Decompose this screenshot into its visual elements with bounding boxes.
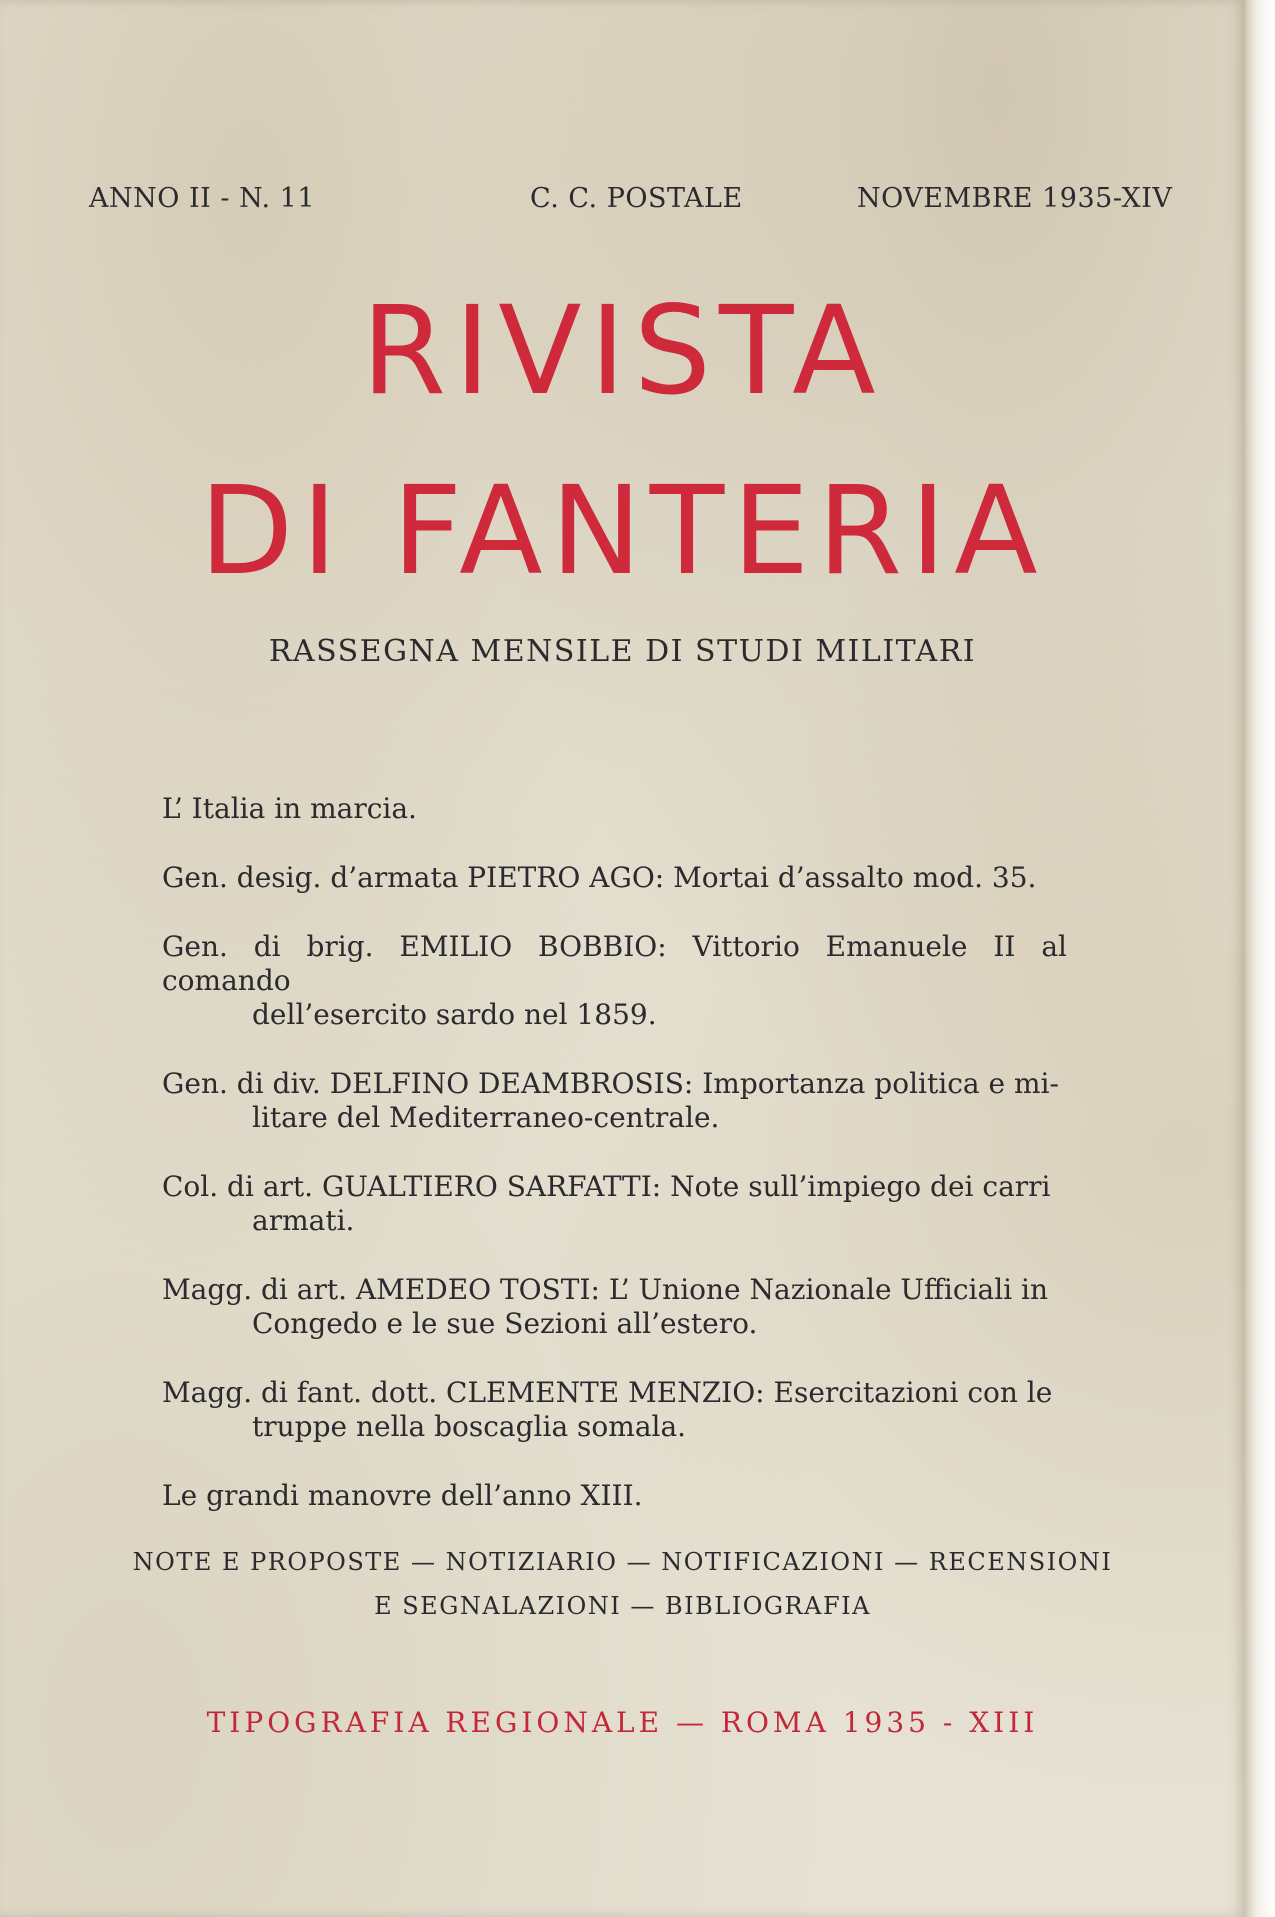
toc-entry-continuation: Congedo e le sue Sezioni all’estero. — [252, 1307, 758, 1340]
toc-entry — [162, 1273, 1067, 1341]
toc-entry-text: Gen. di div. DELFINO DEAMBROSIS: Importanza politica e mi- — [162, 1067, 1059, 1100]
toc-entry-text: Gen. desig. d’armata PIETRO AGO: Mortai d’assalto mod. 35. — [162, 861, 1037, 894]
toc-entry-text: Magg. di fant. dott. CLEMENTE MENZIO: Esercitazioni con le — [162, 1376, 1053, 1409]
toc-entry — [162, 1479, 1067, 1513]
toc-entry-continuation: litare del Mediterraneo-centrale. — [252, 1101, 720, 1134]
toc-entry — [162, 861, 1067, 895]
toc-entry-text: Gen. di brig. EMILIO BOBBIO: Vittorio Emanuele II al comando — [162, 930, 1067, 997]
issue-number: ANNO II - N. 11 — [89, 183, 316, 214]
title-line-1: RIVISTA — [361, 280, 884, 422]
toc-entry-text: Magg. di art. AMEDEO TOSTI: L’ Unione Nazionale Ufficiali in — [162, 1273, 1048, 1306]
toc-entry-text: L’ Italia in marcia. — [162, 792, 417, 825]
postal-note: C. C. POSTALE — [530, 183, 743, 214]
toc-entry — [162, 930, 1067, 1032]
toc-entry — [162, 1376, 1067, 1444]
toc-entry-text: Col. di art. GUALTIERO SARFATTI: Note sull’impiego dei carri — [162, 1170, 1051, 1203]
toc-entry-continuation: armati. — [252, 1204, 355, 1237]
toc-entry — [162, 1170, 1067, 1238]
title-line-2: DI FANTERIA — [199, 460, 1046, 602]
subtitle: RASSEGNA MENSILE DI STUDI MILITARI — [268, 634, 977, 669]
table-of-contents — [162, 792, 1067, 1548]
toc-entry — [162, 1067, 1067, 1135]
page-edge — [1245, 0, 1275, 1917]
issue-date: NOVEMBRE 1935-XIV — [857, 183, 1173, 214]
toc-entry — [162, 792, 1067, 826]
sections-line-1: NOTE E PROPOSTE — NOTIZIARIO — NOTIFICAZIONI — RECENSIONI — [132, 1548, 1113, 1576]
toc-entry-text: Le grandi manovre dell’anno XIII. — [162, 1479, 643, 1512]
sections-line-2: E SEGNALAZIONI — BIBLIOGRAFIA — [374, 1592, 871, 1620]
toc-entry-continuation: dell’esercito sardo nel 1859. — [252, 998, 657, 1031]
toc-entry-continuation: truppe nella boscaglia somala. — [252, 1410, 687, 1443]
publisher-footer: TIPOGRAFIA REGIONALE — ROMA 1935 - XIII — [206, 1706, 1039, 1739]
